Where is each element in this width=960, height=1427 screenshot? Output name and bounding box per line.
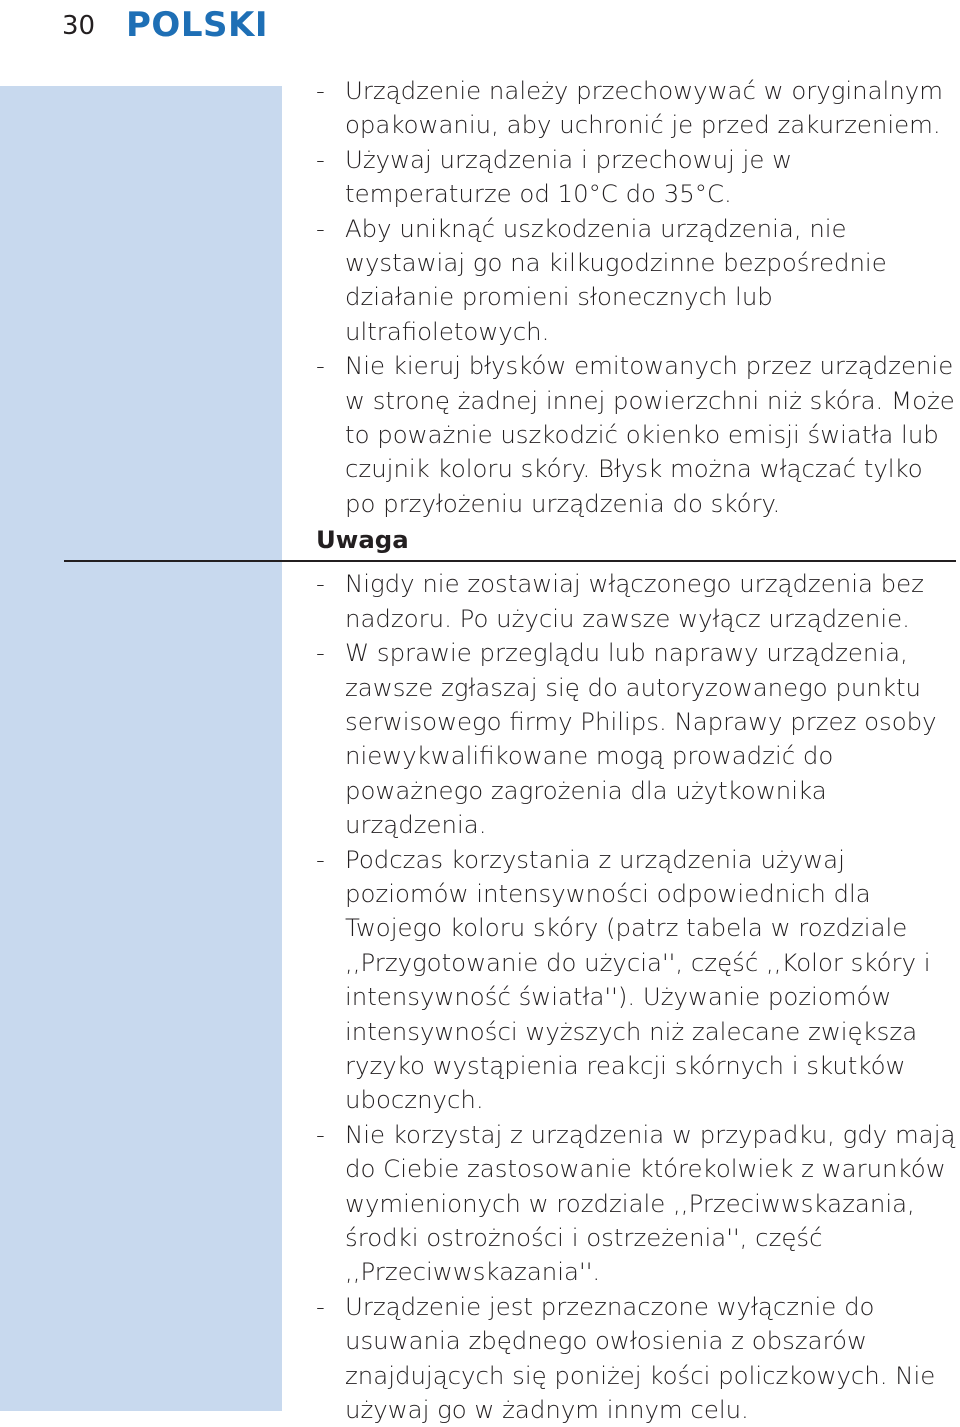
- list-item-text: Podczas korzystania z urządzenia używaj poziomów intensywności odpowiednich dla Twojego koloru skóry (patrz tabela w rozdziale ,,Przygotowanie do użycia'', część ,,Kolor skóry i intensywność światła''). Używanie poziomów intensywności wyższych niż zalecane zwiększa ryzyko wystąpienia reakcji skórnych i skutków ubocznych.: [345, 844, 931, 1115]
- caution-heading-text: Uwaga: [316, 525, 409, 555]
- list-item: [316, 1290, 956, 1427]
- list-item-text: Nie kieruj błysków emitowanych przez urządzenie w stronę żadnej innej powierzchni niż skóra. Może to poważnie uszkodzić okienko emisji światła lub czujnik koloru skóry. Błysk można włączać tylko po przyłożeniu urządzenia do skóry.: [345, 351, 955, 518]
- list-item: [316, 1118, 956, 1290]
- list-dash: -: [316, 638, 325, 668]
- list-dash: -: [316, 144, 325, 174]
- heading-divider: [64, 560, 956, 562]
- caution-heading: [316, 523, 956, 567]
- list-item: [316, 74, 956, 143]
- list-item: [316, 212, 956, 350]
- page-number: 30: [62, 11, 96, 41]
- warning-list: [316, 74, 956, 521]
- list-item-text: Urządzenie jest przeznaczone wyłącznie do usuwania zbędnego owłosienia z obszarów znajdujących się poniżej kości policzkowych. Nie używaj go w żadnym innym celu.: [345, 1291, 936, 1425]
- section-title: POLSKI: [126, 5, 268, 45]
- list-item: [316, 567, 956, 636]
- list-item-text: Używaj urządzenia i przechowuj je w temperaturze od 10°C do 35°C.: [345, 144, 793, 209]
- list-item-text: Nigdy nie zostawiaj włączonego urządzenia bez nadzoru. Po użyciu zawsze wyłącz urządzenie.: [345, 569, 924, 633]
- list-dash: -: [316, 213, 325, 243]
- list-item: [316, 143, 956, 212]
- list-dash: -: [316, 1291, 325, 1321]
- side-color-band: [0, 86, 282, 1411]
- list-item-text: Urządzenie należy przechowywać w oryginalnym opakowaniu, aby uchronić je przed zakurzeniem.: [345, 76, 943, 140]
- caution-list: [316, 567, 956, 1427]
- list-item-text: Aby uniknąć uszkodzenia urządzenia, nie wystawiaj go na kilkugodzinne bezpośrednie działanie promieni słonecznych lub ultrafioletowych.: [345, 213, 887, 346]
- list-dash: -: [316, 76, 325, 105]
- list-item: [316, 636, 956, 842]
- list-dash: -: [316, 844, 325, 874]
- list-item-text: W sprawie przeglądu lub naprawy urządzenia, zawsze zgłaszaj się do autoryzowanego punktu serwisowego firmy Philips. Naprawy przez osoby niewykwalifikowane mogą prowadzić do poważnego zagrożenia dla użytkownika urządzenia.: [345, 638, 937, 840]
- main-content: [316, 74, 956, 1427]
- list-item-text: Nie korzystaj z urządzenia w przypadku, gdy mają do Ciebie zastosowanie którekolwiek z warunków wymienionych w rozdziale ,,Przeciwwskazania, środki ostrożności i ostrzeżenia'', część ,,Przeciwwskazania''.: [345, 1119, 956, 1287]
- list-item: [316, 843, 956, 1118]
- list-dash: -: [316, 351, 325, 381]
- list-dash: -: [316, 569, 325, 599]
- list-dash: -: [316, 1119, 325, 1149]
- list-item: [316, 349, 956, 521]
